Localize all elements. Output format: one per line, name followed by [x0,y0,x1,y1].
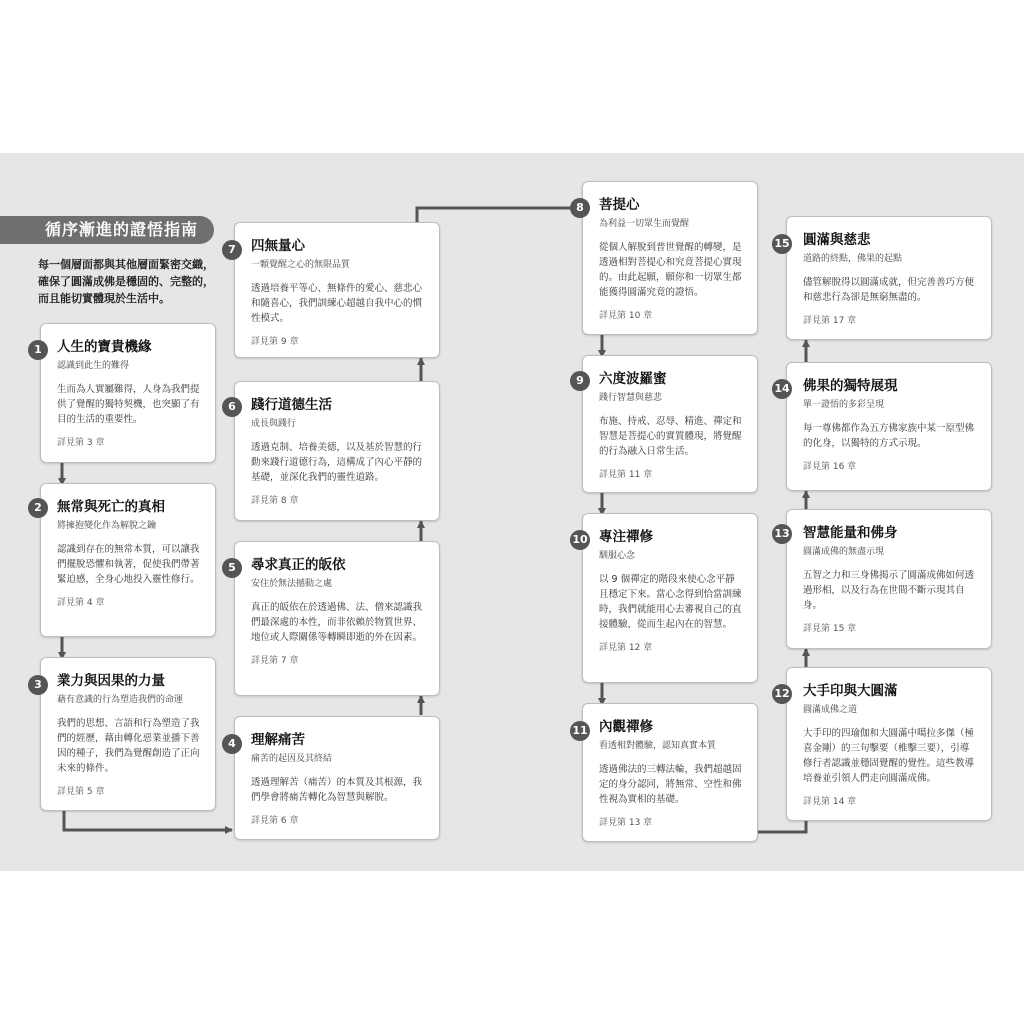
chapter-reference: 詳見第 15 章 [803,624,857,634]
step-card-11 [582,703,758,842]
step-number-badge: 12 [772,684,792,704]
step-number-badge: 5 [222,558,242,578]
step-title: 無常與死亡的真相 [57,499,165,515]
step-subtitle: 道路的終點，佛果的起點 [803,254,903,264]
step-number-badge: 1 [28,340,48,360]
step-card-7 [234,222,440,358]
step-subtitle: 一顆覺醒之心的無限品質 [251,260,351,270]
step-card-1 [40,323,216,463]
chapter-reference: 詳見第 3 章 [57,438,105,448]
chapter-reference: 詳見第 6 章 [251,816,299,826]
step-title: 人生的寶貴機緣 [57,339,152,355]
step-card-6 [234,381,440,521]
step-title: 六度波羅蜜 [599,371,667,387]
guide-intro: 每一個層面都與其他層面緊密交織，確保了圓滿成佛是穩固的、完整的，而且能切實體現於生活中。 [38,258,214,305]
step-title: 大手印與大圓滿 [803,683,898,699]
step-number-badge: 6 [222,397,242,417]
step-title: 業力與因果的力量 [57,673,165,689]
step-body: 透過克制、培養美德，以及基於智慧的行動來踐行道德行為，這構成了內心平靜的基礎，並深化我們的靈性道路。 [251,442,423,483]
step-card-12 [786,667,992,821]
step-number-badge: 4 [222,734,242,754]
step-subtitle: 馴服心念 [599,551,636,561]
step-card-2 [40,483,216,637]
chapter-reference: 詳見第 10 章 [599,311,653,321]
step-title: 專注禪修 [599,529,653,545]
step-number-badge: 7 [222,240,242,260]
step-subtitle: 認識到此生的難得 [57,361,130,371]
chapter-reference: 詳見第 11 章 [599,470,653,480]
step-title: 四無量心 [251,238,305,254]
step-title: 佛果的獨特展現 [803,378,898,394]
step-number-badge: 15 [772,234,792,254]
step-body: 大手印的四瑜伽和大圓滿中噶拉多傑（極喜金剛）的三句擊要（椎擊三要），引導修行者認識並穩固覺醒的覺性。這些教導培養並引領人們走向圓滿成佛。 [803,728,975,784]
step-number-badge: 3 [28,675,48,695]
chapter-reference: 詳見第 16 章 [803,462,857,472]
guide-banner: 循序漸進的證悟指南 [0,216,214,244]
step-number-badge: 14 [772,379,792,399]
step-card-15 [786,216,992,340]
step-number-badge: 10 [570,530,590,550]
step-body: 認識到存在的無常本質，可以讓我們擺脫恐懼和執著，促使我們帶著緊迫感，全身心地投入靈性修行。 [57,544,200,585]
step-body: 以 9 個禪定的階段來使心念平靜且穩定下來。當心念得到恰當訓練時，我們就能用心去審視自己的直接體驗，從而生起內在的智慧。 [599,574,742,630]
chapter-reference: 詳見第 7 章 [251,656,299,666]
chapter-reference: 詳見第 12 章 [599,643,653,653]
step-card-3 [40,657,216,811]
step-body: 透過佛法的三轉法輪，我們超越固定的身分認同，將無常、空性和佛性視為實相的基礎。 [599,764,742,805]
step-subtitle: 藉有意識的行為塑造我們的命運 [57,695,184,705]
step-body: 儘管解脫得以圓滿成就，但完善善巧方便和慈悲行為卻是無窮無盡的。 [803,277,975,303]
step-subtitle: 看透相對體驗，認知真實本質 [599,741,717,751]
step-body: 每一尊佛都作為五方佛家族中某一原型佛的化身，以獨特的方式示現。 [803,423,975,449]
step-title: 圓滿與慈悲 [803,232,871,248]
step-card-14 [786,362,992,491]
step-subtitle: 圓滿成佛之道 [803,705,858,715]
step-title: 菩提心 [599,197,640,213]
step-body: 布施、持戒、忍辱、精進、禪定和智慧是菩提心的實質體現，將覺醒的行為融入日常生活。 [599,416,742,457]
chapter-reference: 詳見第 8 章 [251,496,299,506]
step-subtitle: 成長與踐行 [251,419,297,429]
step-body: 透過培養平等心、無條件的愛心、慈悲心和隨喜心，我們訓練心超越自我中心的慣性模式。 [251,283,423,324]
step-card-13 [786,509,992,649]
chapter-reference: 詳見第 5 章 [57,787,105,797]
chapter-reference: 詳見第 4 章 [57,598,105,608]
step-card-9 [582,355,758,493]
step-card-8 [582,181,758,335]
step-card-5 [234,541,440,696]
chapter-reference: 詳見第 14 章 [803,797,857,807]
step-subtitle: 圓滿成佛的無盡示現 [803,547,885,557]
step-body: 從個人解脫到普世覺醒的轉變，是透過相對菩提心和究竟菩提心實現的。由此起願，願你和一切眾生都能獲得圓滿究竟的證悟。 [599,242,742,298]
step-number-badge: 11 [570,721,590,741]
step-card-10 [582,513,758,683]
step-title: 內觀禪修 [599,719,653,735]
step-subtitle: 單一證悟的多彩呈現 [803,400,885,410]
step-subtitle: 踐行智慧與慈悲 [599,393,663,403]
step-body: 生而為人實屬難得，人身為我們提供了覺醒的獨特契機，也突顯了有目的生活的重要性。 [57,384,200,425]
step-title: 尋求真正的皈依 [251,557,346,573]
step-subtitle: 痛苦的起因及其終結 [251,754,333,764]
step-title: 理解痛苦 [251,732,305,748]
step-number-badge: 2 [28,498,48,518]
chapter-reference: 詳見第 9 章 [251,337,299,347]
step-body: 五智之力和三身佛揭示了圓滿成佛如何透過形相，以及行為在世間不斷示現其自身。 [803,570,975,611]
step-number-badge: 13 [772,524,792,544]
chapter-reference: 詳見第 13 章 [599,818,653,828]
step-number-badge: 8 [570,198,590,218]
step-body: 我們的思想、言語和行為塑造了我們的經歷，藉由轉化惡業並播下善因的種子，我們為覺醒創造了正向未來的條件。 [57,718,200,774]
step-subtitle: 為利益一切眾生而覺醒 [599,219,690,229]
step-subtitle: 將擁抱變化作為解脫之鑰 [57,521,157,531]
step-title: 踐行道德生活 [251,397,332,413]
step-card-4 [234,716,440,840]
step-subtitle: 安住於無法撼動之處 [251,579,333,589]
chapter-reference: 詳見第 17 章 [803,316,857,326]
step-number-badge: 9 [570,371,590,391]
step-title: 智慧能量和佛身 [803,525,898,541]
step-body: 透過理解苦（痛苦）的本質及其根源，我們學會將痛苦轉化為智慧與解脫。 [251,777,423,803]
step-body: 真正的皈依在於透過佛、法、僧來認識我們最深處的本性，而非依賴於物質世界、地位或人際關係等轉瞬即逝的外在因素。 [251,602,423,643]
